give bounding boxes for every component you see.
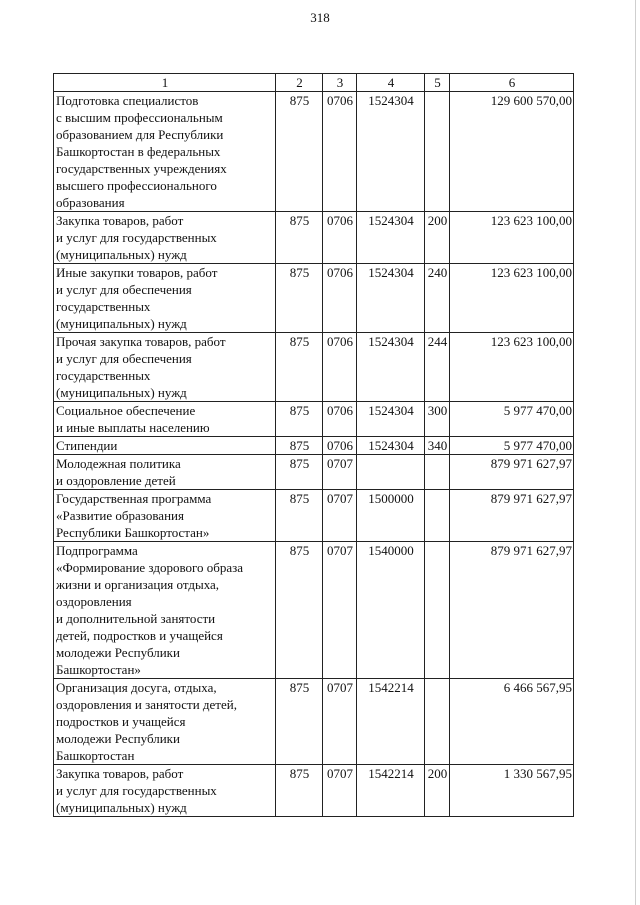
row-code-5: [425, 542, 450, 679]
row-code-5: 340: [425, 437, 450, 455]
table-row: [54, 437, 574, 455]
table-row: [54, 264, 574, 333]
table-row: [54, 333, 574, 402]
table-header-row: [54, 74, 574, 92]
row-amount: 123 623 100,00: [450, 212, 574, 264]
row-name: Социальное обеспечение и иные выплаты населению: [54, 402, 276, 437]
table-body: [54, 92, 574, 817]
row-code-3: 0707: [323, 455, 357, 490]
row-name: Молодежная политика и оздоровление детей: [54, 455, 276, 490]
row-code-4: 1542214: [357, 765, 425, 817]
row-amount: 1 330 567,95: [450, 765, 574, 817]
row-code-3: 0707: [323, 542, 357, 679]
row-code-2: 875: [276, 437, 323, 455]
row-code-5: 240: [425, 264, 450, 333]
table-row: [54, 402, 574, 437]
row-code-3: 0707: [323, 490, 357, 542]
row-amount: 5 977 470,00: [450, 437, 574, 455]
table-row: [54, 542, 574, 679]
row-name: Закупка товаров, работ и услуг для государственных (муниципальных) нужд: [54, 212, 276, 264]
row-code-5: 200: [425, 765, 450, 817]
row-code-5: [425, 679, 450, 765]
column-header: 2: [276, 74, 323, 92]
table-row: [54, 92, 574, 212]
row-amount: 879 971 627,97: [450, 490, 574, 542]
row-amount: 123 623 100,00: [450, 264, 574, 333]
row-code-3: 0706: [323, 333, 357, 402]
row-code-5: 244: [425, 333, 450, 402]
row-code-2: 875: [276, 679, 323, 765]
row-code-4: 1500000: [357, 490, 425, 542]
row-code-5: [425, 490, 450, 542]
budget-table: [53, 73, 574, 817]
row-code-2: 875: [276, 542, 323, 679]
row-amount: 5 977 470,00: [450, 402, 574, 437]
row-code-3: 0706: [323, 402, 357, 437]
table-row: [54, 212, 574, 264]
row-name: Закупка товаров, работ и услуг для государственных (муниципальных) нужд: [54, 765, 276, 817]
row-code-2: 875: [276, 264, 323, 333]
row-name: Государственная программа «Развитие образования Республики Башкортостан»: [54, 490, 276, 542]
row-code-3: 0706: [323, 264, 357, 333]
row-code-4: 1524304: [357, 264, 425, 333]
row-code-3: 0706: [323, 92, 357, 212]
row-code-2: 875: [276, 765, 323, 817]
row-code-5: 300: [425, 402, 450, 437]
row-code-2: 875: [276, 92, 323, 212]
row-code-2: 875: [276, 212, 323, 264]
row-name: Стипендии: [54, 437, 276, 455]
row-code-4: [357, 455, 425, 490]
row-code-2: 875: [276, 455, 323, 490]
row-name: Подпрограмма «Формирование здорового образа жизни и организация отдыха, оздоровления и дополнительной занятости детей, подростков и учащейся молодежи Республики Башкортостан»: [54, 542, 276, 679]
row-code-2: 875: [276, 490, 323, 542]
row-code-5: 200: [425, 212, 450, 264]
column-header: 5: [425, 74, 450, 92]
row-code-4: 1524304: [357, 333, 425, 402]
row-name: Прочая закупка товаров, работ и услуг для обеспечения государственных (муниципальных) нужд: [54, 333, 276, 402]
row-amount: 6 466 567,95: [450, 679, 574, 765]
row-code-4: 1524304: [357, 437, 425, 455]
page-number: 318: [310, 10, 330, 25]
row-amount: 129 600 570,00: [450, 92, 574, 212]
row-amount: 879 971 627,97: [450, 542, 574, 679]
row-name: Подготовка специалистов с высшим профессиональным образованием для Республики Башкортостан в федеральных государственных учреждениях высшего профессионального образования: [54, 92, 276, 212]
table-row: [54, 679, 574, 765]
column-header: 1: [54, 74, 276, 92]
row-code-5: [425, 455, 450, 490]
row-code-4: 1540000: [357, 542, 425, 679]
page-edge-line: [635, 0, 636, 905]
table-row: [54, 490, 574, 542]
row-code-4: 1524304: [357, 402, 425, 437]
row-code-2: 875: [276, 402, 323, 437]
row-code-2: 875: [276, 333, 323, 402]
row-amount: 879 971 627,97: [450, 455, 574, 490]
table-row: [54, 765, 574, 817]
row-code-3: 0706: [323, 437, 357, 455]
row-code-3: 0706: [323, 212, 357, 264]
column-header: 6: [450, 74, 574, 92]
row-code-3: 0707: [323, 765, 357, 817]
row-code-4: 1542214: [357, 679, 425, 765]
row-code-3: 0707: [323, 679, 357, 765]
column-header: 3: [323, 74, 357, 92]
row-amount: 123 623 100,00: [450, 333, 574, 402]
row-name: Иные закупки товаров, работ и услуг для обеспечения государственных (муниципальных) нужд: [54, 264, 276, 333]
row-name: Организация досуга, отдыха, оздоровления и занятости детей, подростков и учащейся молодежи Республики Башкортостан: [54, 679, 276, 765]
table-row: [54, 455, 574, 490]
row-code-4: 1524304: [357, 92, 425, 212]
row-code-5: [425, 92, 450, 212]
column-header: 4: [357, 74, 425, 92]
row-code-4: 1524304: [357, 212, 425, 264]
